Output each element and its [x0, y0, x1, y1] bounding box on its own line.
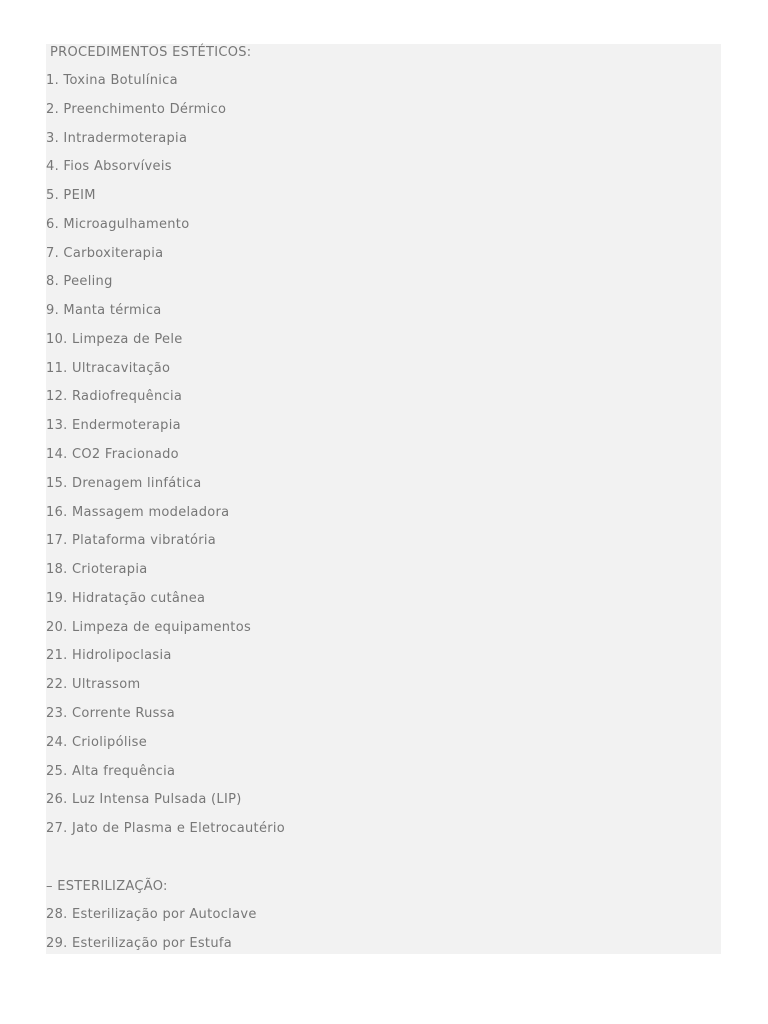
list-item: 16. Massagem modeladora: [46, 505, 230, 520]
section-heading-esterilizacao: – ESTERILIZAÇÃO:: [46, 879, 168, 894]
list-item: 23. Corrente Russa: [46, 706, 176, 721]
list-item: 29. Esterilização por Estufa: [46, 936, 233, 951]
list-item: 4. Fios Absorvíveis: [46, 159, 172, 174]
list-item: 22. Ultrassom: [46, 677, 141, 692]
list-item: 12. Radiofrequência: [46, 389, 183, 404]
list-item: 9. Manta térmica: [46, 303, 162, 318]
list-item: 28. Esterilização por Autoclave: [46, 907, 257, 922]
list-item: 25. Alta frequência: [46, 764, 176, 779]
list-item: 7. Carboxiterapia: [46, 246, 164, 261]
list-item: 24. Criolipólise: [46, 735, 148, 750]
list-item: 1. Toxina Botulínica: [46, 73, 178, 88]
list-item: 27. Jato de Plasma e Eletrocautério: [46, 821, 286, 836]
content-box: [46, 44, 721, 954]
list-item: 8. Peeling: [46, 274, 113, 289]
list-item: 15. Drenagem linfática: [46, 476, 202, 491]
list-item: 18. Crioterapia: [46, 562, 148, 577]
list-item: 13. Endermoterapia: [46, 418, 181, 433]
list-item: 11. Ultracavitação: [46, 361, 171, 376]
list-item: 6. Microagulhamento: [46, 217, 190, 232]
section-heading-procedimentos: PROCEDIMENTOS ESTÉTICOS:: [50, 45, 252, 60]
list-item: 3. Intradermoterapia: [46, 131, 188, 146]
list-item: 5. PEIM: [46, 188, 96, 203]
list-item: 26. Luz Intensa Pulsada (LIP): [46, 792, 242, 807]
list-item: 17. Plataforma vibratória: [46, 533, 217, 548]
list-item: 20. Limpeza de equipamentos: [46, 620, 252, 635]
list-item: 10. Limpeza de Pele: [46, 332, 183, 347]
list-item: 14. CO2 Fracionado: [46, 447, 179, 462]
list-item: 19. Hidratação cutânea: [46, 591, 206, 606]
list-item: 21. Hidrolipoclasia: [46, 648, 172, 663]
list-item: 2. Preenchimento Dérmico: [46, 102, 227, 117]
